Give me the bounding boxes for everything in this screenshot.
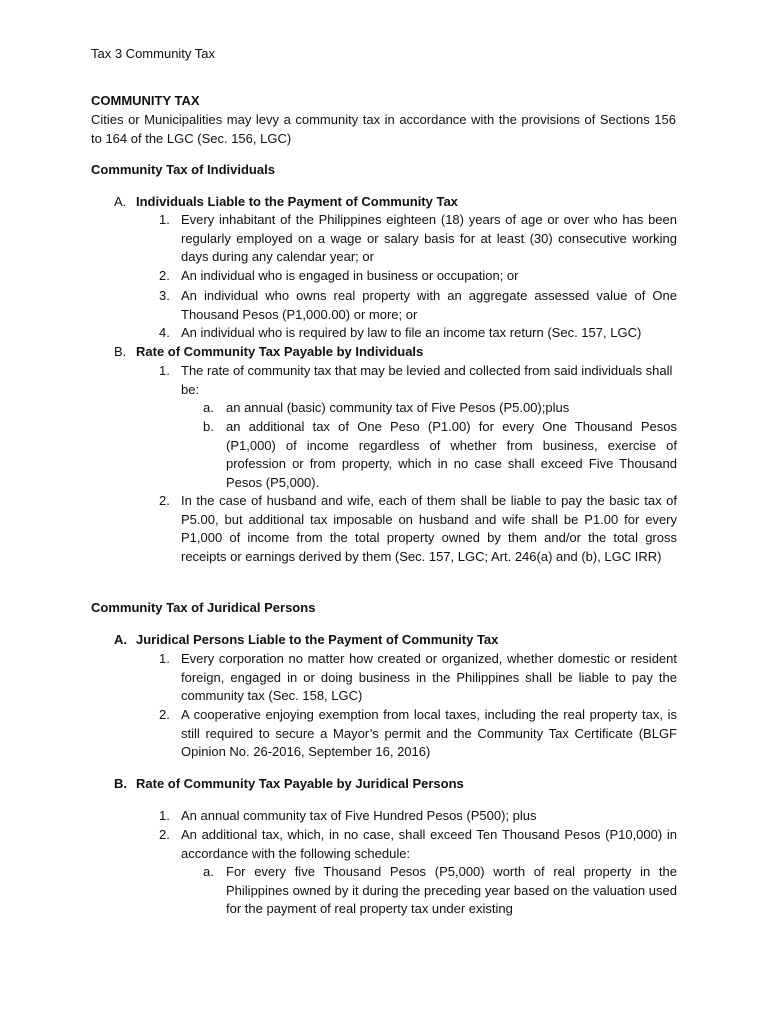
list-marker: 2.: [159, 268, 170, 283]
section-a-title: Juridical Persons Liable to the Payment of Community Tax: [136, 632, 499, 647]
section-a-title: Individuals Liable to the Payment of Community Tax: [136, 194, 458, 209]
list-marker: 3.: [159, 288, 170, 303]
document-title: COMMUNITY TAX: [91, 93, 200, 108]
list-marker: 1.: [159, 808, 170, 823]
section-b-title: Rate of Community Tax Payable by Juridical Persons: [136, 776, 464, 791]
juridical-heading: Community Tax of Juridical Persons: [91, 600, 316, 615]
section-b-marker: B.: [114, 776, 127, 791]
sublist-item: For every five Thousand Pesos (P5,000) worth of real property in the Philippines owned by it during the preceding year based on the valuation used for the payment of real property tax under existing: [226, 864, 677, 916]
list-marker: 1.: [159, 363, 170, 378]
sublist-item: an annual (basic) community tax of Five Pesos (P5.00);plus: [226, 400, 570, 415]
sublist-item: an additional tax of One Peso (P1.00) for every One Thousand Pesos (P1,000) of income regardless of whether from business, exercise of profession or from property, which in no case shall exceed Five Thousand Pesos (P5,000).: [226, 419, 677, 490]
list-marker: 1.: [159, 651, 170, 666]
list-item: An individual who is engaged in business or occupation; or: [181, 268, 519, 283]
list-marker: 1.: [159, 212, 170, 227]
list-item: Every corporation no matter how created or organized, whether domestic or resident foreign, engaged in or doing business in the Philippines shall be liable to pay the community tax (Sec. 158, LGC): [181, 651, 677, 703]
list-item: An annual community tax of Five Hundred Pesos (P500); plus: [181, 808, 537, 823]
page-header: Tax 3 Community Tax: [91, 46, 216, 61]
list-marker: 4.: [159, 325, 170, 340]
sublist-marker: a.: [203, 400, 214, 415]
list-marker: 2.: [159, 493, 170, 508]
individuals-heading: Community Tax of Individuals: [91, 162, 275, 177]
list-item: An individual who is required by law to file an income tax return (Sec. 157, LGC): [181, 325, 642, 340]
section-b-marker: B.: [114, 344, 127, 359]
list-item: In the case of husband and wife, each of them shall be liable to pay the basic tax of P5.00, but additional tax imposable on husband and wife shall be P1.00 for every P1,000 of income from the total property owned by them and/or the total gross receipts or earnings derived by them (Sec. 157, LGC; Art. 246(a) and (b), LGC IRR): [181, 493, 677, 564]
section-a-marker: A.: [114, 194, 127, 209]
list-item: An individual who owns real property with an aggregate assessed value of One Thousand Pesos (P1,000.00) or more; or: [181, 288, 677, 322]
list-item: An additional tax, which, in no case, shall exceed Ten Thousand Pesos (P10,000) in accordance with the following schedule:: [181, 827, 677, 861]
section-a-marker: A.: [114, 632, 127, 647]
list-marker: 2.: [159, 707, 170, 722]
list-marker: 2.: [159, 827, 170, 842]
sublist-marker: a.: [203, 864, 214, 879]
list-item: The rate of community tax that may be levied and collected from said individuals shall be:: [181, 363, 673, 397]
sublist-marker: b.: [203, 419, 214, 434]
list-item: Every inhabitant of the Philippines eighteen (18) years of age or over who has been regularly employed on a wage or salary basis for at least (30) consecutive working days during any calendar year; or: [181, 212, 677, 264]
intro-paragraph: Cities or Municipalities may levy a community tax in accordance with the provisions of Sections 156 to 164 of the LGC (Sec. 156, LGC): [91, 112, 676, 146]
list-item: A cooperative enjoying exemption from local taxes, including the real property tax, is still required to secure a Mayor’s permit and the Community Tax Certificate (BLGF Opinion No. 26-2016, September 16, 2016): [181, 707, 677, 759]
section-b-title: Rate of Community Tax Payable by Individuals: [136, 344, 424, 359]
